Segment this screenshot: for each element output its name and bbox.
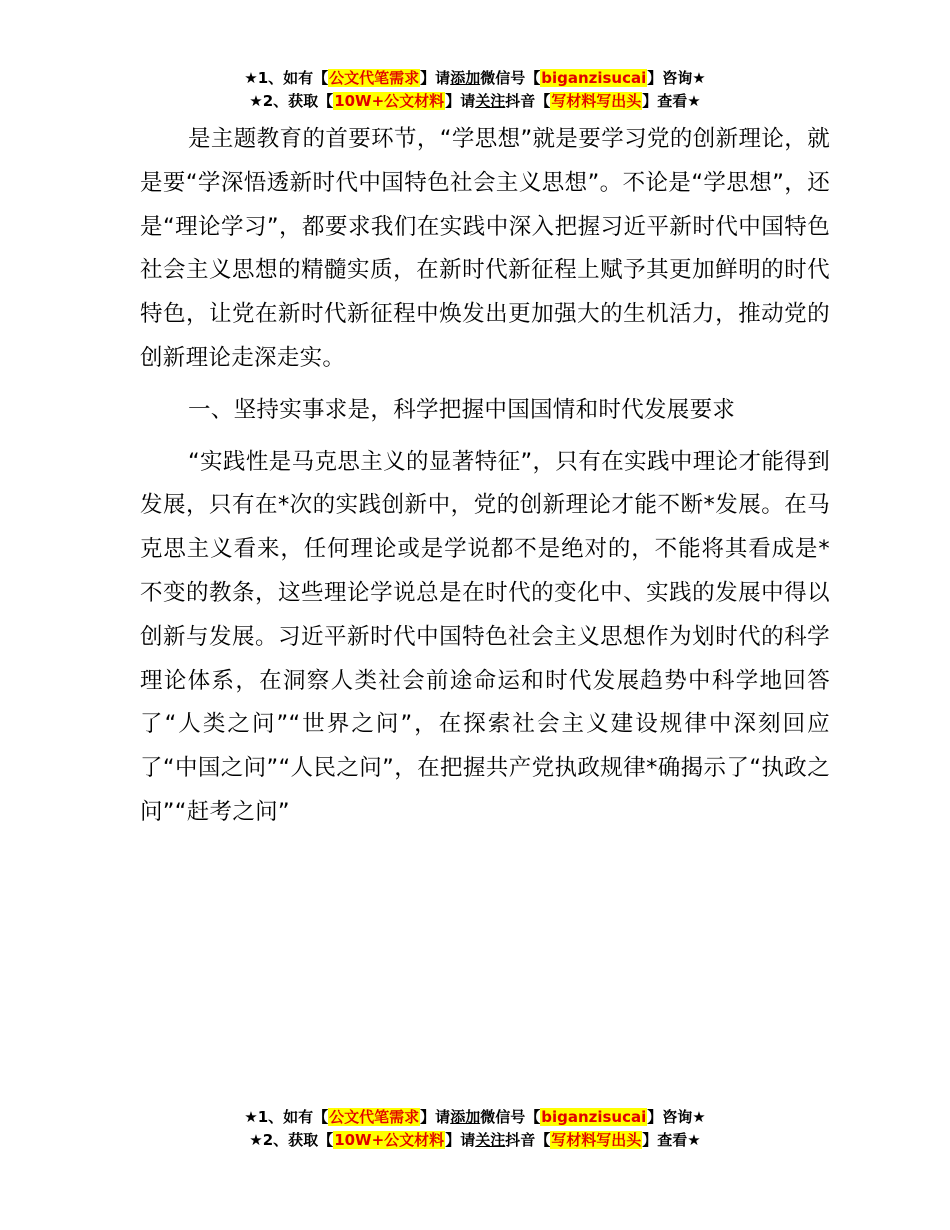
banner-text: ★2、获取【 [249, 92, 334, 110]
banner-text: 】请 [420, 69, 451, 87]
banner-text: 】咨询★ [647, 69, 706, 87]
banner-text: 】咨询★ [647, 1108, 706, 1126]
banner-text: 】请 [445, 1131, 476, 1149]
banner-text: 微信号【 [480, 1108, 541, 1126]
banner-text: 】查看★ [642, 92, 701, 110]
banner-text: 】请 [445, 92, 476, 110]
banner-line-1 [0, 1106, 950, 1129]
header-banner [0, 67, 950, 113]
banner-text: ★2、获取【 [249, 1131, 334, 1149]
banner-text: 抖音【 [505, 92, 551, 110]
body-paragraph: 是主题教育的首要环节，“学思想”就是要学习党的创新理论，就是要“学深悟透新时代中国特色社会主义思想”。不论是“学思想”，还是“理论学习”，都要求我们在实践中深入把握习近平新时代中国特色社会主义思想的精髓实质，在新时代新征程上赋予其更加鲜明的时代特色，让党在新时代新征程中焕发出更加强大的生机活力，推动党的创新理论走深走实。 [140, 126, 830, 371]
banner-highlight: 10W+公文材料 [334, 1131, 445, 1149]
section-heading: 一、坚持实事求是，科学把握中国国情和时代发展要求 [188, 396, 736, 423]
banner-highlight: 10W+公文材料 [334, 92, 445, 110]
footer-banner [0, 1106, 950, 1152]
banner-line-1 [0, 67, 950, 90]
banner-underlined-text: 添加 [450, 1108, 481, 1126]
banner-underlined-text: 关注 [475, 1131, 506, 1149]
body-paragraph: “实践性是马克思主义的显著特征”，只有在实践中理论才能得到发展，只有在*次的实践创新中，党的创新理论才能不断*发展。在马克思主义看来，任何理论或是学说都不是绝对的，不能将其看成是*不变的教条，这些理论学说总是在时代的变化中、实践的发展中得以创新与发展。习近平新时代中国特色社会主义思想作为划时代的科学理论体系，在洞察人类社会前途命运和时代发展趋势中科学地回答了“人类之问”“世界之问”，在探索社会主义建设规律中深刻回应了“中国之问”“人民之问”，在把握共产党执政规律*确揭示了“执政之问”“赶考之问” [140, 448, 830, 825]
banner-text: 】查看★ [642, 1131, 701, 1149]
banner-line-2 [0, 90, 950, 113]
banner-highlight: 写材料写出头 [551, 1131, 642, 1149]
banner-highlight: biganzisucai [541, 1108, 647, 1126]
banner-underlined-text: 关注 [475, 92, 506, 110]
banner-highlight: 写材料写出头 [551, 92, 642, 110]
banner-highlight: 公文代笔需求 [329, 69, 420, 87]
document-body [140, 118, 830, 835]
banner-text: 微信号【 [480, 69, 541, 87]
banner-text: ★1、如有【 [244, 1108, 329, 1126]
banner-text: 】请 [420, 1108, 451, 1126]
banner-text: ★1、如有【 [244, 69, 329, 87]
banner-highlight: 公文代笔需求 [329, 1108, 420, 1126]
banner-underlined-text: 添加 [450, 69, 481, 87]
banner-highlight: biganzisucai [541, 69, 647, 87]
banner-line-2 [0, 1129, 950, 1152]
banner-text: 抖音【 [505, 1131, 551, 1149]
